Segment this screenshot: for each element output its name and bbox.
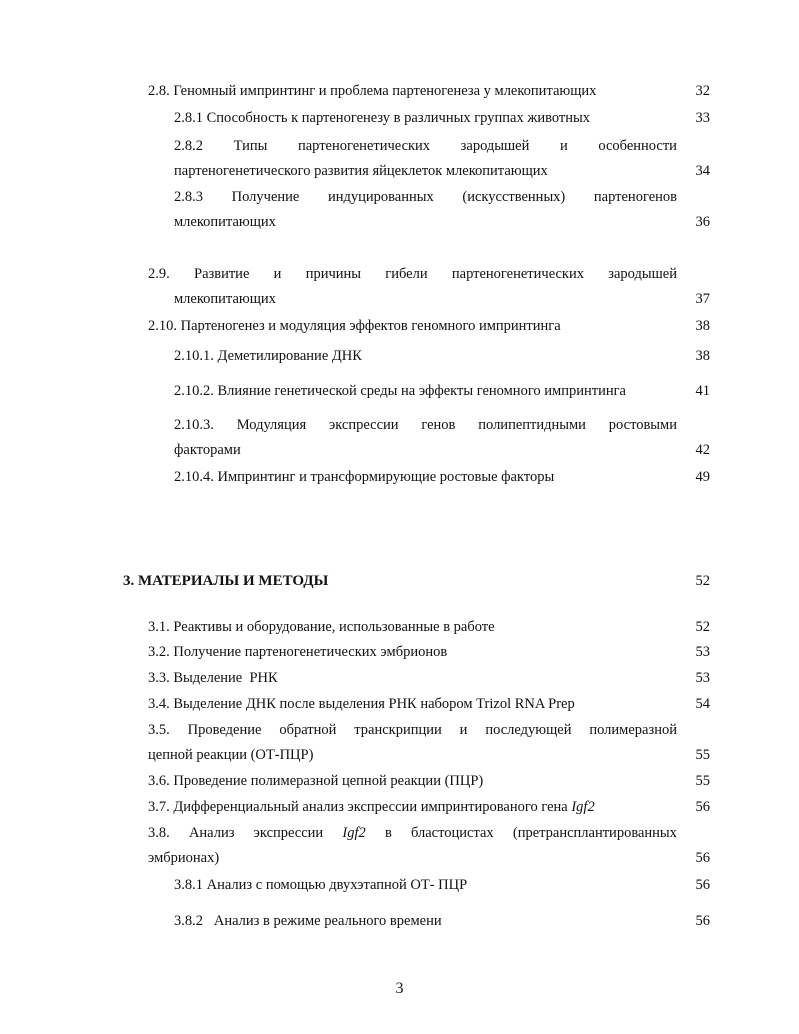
toc-page-2-9: 37 <box>695 291 710 307</box>
toc-page-2-8-1: 33 <box>695 110 710 126</box>
toc-page-3-4: 54 <box>695 696 710 712</box>
toc-entry-3-5-line2: цепной реакции (ОТ-ПЦР) <box>148 747 314 763</box>
toc-section-3-heading: 3. МАТЕРИАЛЫ И МЕТОДЫ <box>123 573 329 589</box>
toc-page-3-8-1: 56 <box>695 877 710 893</box>
toc-entry-3-1: 3.1. Реактивы и оборудование, использованные в работе <box>148 619 495 635</box>
toc-page-3-7: 56 <box>695 799 710 815</box>
toc-entry-2-9-line2: млекопитающих <box>174 291 276 307</box>
toc-entry-2-8: 2.8. Геномный импринтинг и проблема партеногенеза у млекопитающих <box>148 83 597 99</box>
toc-page-3-1: 52 <box>695 619 710 635</box>
toc-entry-2-10: 2.10. Партеногенез и модуляция эффектов геномного импринтинга <box>148 318 561 334</box>
toc-entry-3-4: 3.4. Выделение ДНК после выделения РНК набором Trizol RNA Prep <box>148 696 575 712</box>
toc-entry-2-8-3-line1: 2.8.3 Получение индуцированных (искусственных) партеногенов <box>174 189 677 205</box>
toc-entry-3-2: 3.2. Получение партеногенетических эмбрионов <box>148 644 448 660</box>
toc-entry-3-7: 3.7. Дифференциальный анализ экспрессии импринтированого гена Igf2 <box>148 799 595 815</box>
toc-entry-3-6: 3.6. Проведение полимеразной цепной реакции (ПЦР) <box>148 773 484 789</box>
toc-entry-2-10-3-line1: 2.10.3. Модуляция экспрессии генов полипептидными ростовыми <box>174 417 677 433</box>
toc-page-3-8: 56 <box>695 850 710 866</box>
toc-entry-2-8-2-line2: партеногенетического развития яйцеклеток млекопитающих <box>174 163 548 179</box>
toc-page-3-2: 53 <box>695 644 710 660</box>
toc-entry-2-10-3-line2: факторами <box>174 442 241 458</box>
toc-page-2-8-3: 36 <box>695 214 710 230</box>
toc-entry-3-5-line1: 3.5. Проведение обратной транскрипции и последующей полимеразной <box>148 722 677 738</box>
toc-entry-2-9-line1: 2.9. Развитие и причины гибели партеногенетических зародышей <box>148 266 677 282</box>
toc-page-2-10-1: 38 <box>695 348 710 364</box>
toc-entry-3-3: 3.3. Выделение РНК <box>148 670 278 686</box>
toc-entry-3-8-line2: эмбрионах) <box>148 850 220 866</box>
page-number: 3 <box>395 980 404 997</box>
toc-entry-2-8-3-line2: млекопитающих <box>174 214 276 230</box>
toc-entry-2-10-1: 2.10.1. Деметилирование ДНК <box>174 348 362 364</box>
toc-page-2-10-2: 41 <box>695 383 710 399</box>
toc-entry-3-8-2: 3.8.2 Анализ в режиме реального времени <box>174 913 442 929</box>
toc-page-3-3: 53 <box>695 670 710 686</box>
toc-entry-3-8-line1: 3.8. Анализ экспрессии Igf2 в бластоцистах (претрансплантированных <box>148 825 677 841</box>
toc-page-2-10-4: 49 <box>695 469 710 485</box>
toc-page-section-3: 52 <box>695 573 710 589</box>
toc-page-2-10: 38 <box>695 318 710 334</box>
toc-page-3-5: 55 <box>695 747 710 763</box>
toc-entry-3-8-1: 3.8.1 Анализ с помощью двухэтапной ОТ- ПЦР <box>174 877 468 893</box>
toc-entry-2-10-2: 2.10.2. Влияние генетической среды на эффекты геномного импринтинга <box>174 383 626 399</box>
toc-entry-2-8-2-line1: 2.8.2 Типы партеногенетических зародышей и особенности <box>174 138 677 154</box>
toc-entry-2-8-1: 2.8.1 Способность к партеногенезу в различных группах животных <box>174 110 590 126</box>
toc-page-2-8: 32 <box>695 83 710 99</box>
toc-page-2-8-2: 34 <box>695 163 710 179</box>
toc-page-3-8-2: 56 <box>695 913 710 929</box>
toc-page-2-10-3: 42 <box>695 442 710 458</box>
toc-page-3-6: 55 <box>695 773 710 789</box>
toc-entry-2-10-4: 2.10.4. Импринтинг и трансформирующие ростовые факторы <box>174 469 555 485</box>
